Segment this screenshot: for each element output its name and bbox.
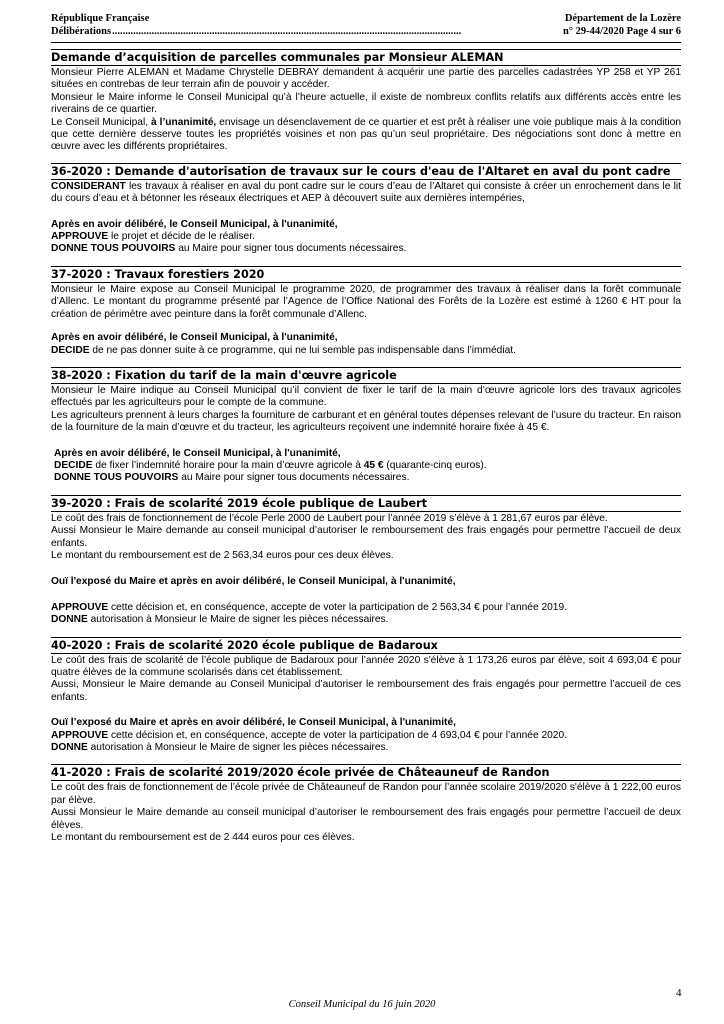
decision-block xyxy=(51,448,681,485)
paragraph: Le montant du remboursement est de 2 563,34 euros pour ces deux élèves. xyxy=(51,549,394,561)
section-body xyxy=(51,782,681,844)
bold-text: DONNE xyxy=(51,614,88,626)
decision-lead: Après en avoir délibéré, le Conseil Municipal, à l'unanimité, xyxy=(51,218,338,230)
section-body xyxy=(51,181,681,206)
section-37-2020 xyxy=(51,266,681,357)
section-title: 37-2020 : Travaux forestiers 2020 xyxy=(51,266,681,283)
decision-lead: Ouï l'exposé du Maire et après en avoir délibéré, le Conseil Municipal, à l'unanimité, xyxy=(51,576,456,588)
bold-text: DECIDE xyxy=(51,344,90,356)
paragraph: Monsieur Pierre ALEMAN et Madame Chrystelle DEBRAY demandent à acquérir une partie des parcelles cadastrées YP 258 et YP 261 situées en contrebas de leur terrain afin de pouvoir y accéder. xyxy=(51,67,681,91)
section-title: 38-2020 : Fixation du tarif de la main d'œuvre agricole xyxy=(51,367,681,384)
paragraph: Le coût des frais de fonctionnement de l’école privée de Châteauneuf de Randon pour l’année scolaire 2019/2020 s'élève à 1 222,00 euros par élève. xyxy=(51,782,681,806)
section-body xyxy=(51,67,681,154)
bold-text: APPROUVE xyxy=(51,231,109,243)
text-span: cette décision et, en conséquence, accepte de voter la participation de 4 693,04 € pour l’année 2020. xyxy=(108,729,567,741)
header-republic: République Française xyxy=(51,13,150,24)
decision-line xyxy=(51,231,681,243)
bold-text: CONSIDERANT xyxy=(51,180,126,192)
decision-line xyxy=(54,460,681,472)
decision-line xyxy=(51,614,681,626)
bold-text: DONNE TOUS POUVOIRS xyxy=(51,243,176,255)
paragraph: Monsieur le Maire expose au Conseil Municipal le programme 2020, de programmer des travaux à réaliser dans la forêt communale d’Allenc. Le montant du programme présenté par l’Agence de l’Office National des Forêts de la Lozère est estimé à 1260 € HT pour la création de périmètre avec peinture dans la forêt communale d’Allenc. xyxy=(51,283,681,320)
decision-block xyxy=(51,219,681,256)
bold-text: à l’unanimité, xyxy=(148,116,217,128)
section-36-2020 xyxy=(51,163,681,256)
text-span: les travaux à réaliser en aval du pont cadre sur le cours d’eau de l’Altaret qui consiste à créer un enrochement dans le lit du cours d’eau et à bétonner les réseaux électriques et AEP à découvert suite aux dernières intempéries, xyxy=(51,180,681,205)
decision-line xyxy=(54,472,681,484)
paragraph: Le coût des frais de scolarité de l’école publique de Badaroux pour l’année 2020 s'élève à 1 173,26 euros par élève, soit 4 693,04 € pour quatre élèves de la commune scolarisés dans cet établissement. xyxy=(51,654,681,678)
bold-text: APPROUVE xyxy=(51,601,109,613)
decision-line xyxy=(51,730,681,742)
section-body xyxy=(51,385,681,435)
decision-block xyxy=(51,717,681,754)
decision-line xyxy=(51,243,681,255)
paragraph: Monsieur le Maire indique au Conseil Municipal qu’il convient de fixer le tarif de la main d’œuvre agricole lors des travaux agricoles effectués par les agriculteurs pour le compte de la commune. xyxy=(51,384,681,409)
decision-lead: Après en avoir délibéré, le Conseil Municipal, à l'unanimité, xyxy=(51,332,338,344)
section-41-2020 xyxy=(51,764,681,844)
section-title: Demande d’acquisition de parcelles communales par Monsieur ALEMAN xyxy=(51,49,681,66)
decision-line xyxy=(51,345,681,357)
section-38-2020 xyxy=(51,367,681,485)
section-39-2020 xyxy=(51,495,681,627)
bold-text: DONNE TOUS POUVOIRS xyxy=(54,472,179,484)
section-40-2020 xyxy=(51,637,681,755)
text-span: de fixer l’indemnité horaire pour la main d’œuvre agricole à xyxy=(92,459,364,471)
text-span: au Maire pour signer tous documents nécessaires. xyxy=(178,472,410,484)
paragraph xyxy=(51,117,681,154)
decision-block xyxy=(51,576,681,626)
page-footer: Conseil Municipal du 16 juin 2020 xyxy=(288,999,436,1010)
bold-text: APPROUVE xyxy=(51,729,109,741)
header-ref-number: n° 29-44/2020 xyxy=(562,26,625,37)
header-deliberations: Délibérations xyxy=(51,26,112,37)
document-body xyxy=(51,49,681,854)
header-divider xyxy=(51,42,681,43)
decision-block xyxy=(51,332,681,357)
paragraph xyxy=(51,181,681,206)
text-span: de ne pas donner suite à ce programme, qui ne lui semble pas indispensable dans l’immédiat. xyxy=(89,344,516,356)
section-title: 36-2020 : Demande d'autorisation de travaux sur le cours d'eau de l'Altaret en aval du pont cadre xyxy=(51,163,681,180)
bold-text: 45 € xyxy=(363,459,384,471)
bold-text: DECIDE xyxy=(54,459,93,471)
text-span: le projet et décide de le réaliser. xyxy=(108,231,255,243)
text-span: envisage un désenclavement de ce quartier et est prêt à réaliser une voie publique mais à la condition que cette dernière desserve toutes les propriétés voisines et non pas qu’un seul propriétaire. Des négociations sont donc à mettre en œuvre avec les différents propriétaires. xyxy=(51,116,681,153)
section-title: 41-2020 : Frais de scolarité 2019/2020 école privée de Châteauneuf de Randon xyxy=(51,764,681,781)
header-dots: ..................................................................................................................................... xyxy=(112,26,462,37)
decision-lead: Ouï l’exposé du Maire et après en avoir délibéré, le Conseil Municipal, à l'unanimité, xyxy=(51,717,456,729)
section-title: 39-2020 : Frais de scolarité 2019 école publique de Laubert xyxy=(51,495,681,512)
decision-lead: Après en avoir délibéré, le Conseil Municipal, à l'unanimité, xyxy=(54,447,341,459)
header-page-indicator: Page 4 sur 6 xyxy=(626,26,681,37)
paragraph: Les agriculteurs prennent à leurs charges la fourniture de carburant et en général toutes dépenses relevant de l’usure du tracteur. En raison de la fourniture de la main d’œuvre et du tracteur, les agriculteurs reçoivent une indemnité horaire fixée à 45 €. xyxy=(51,409,681,434)
header-top-row xyxy=(51,12,681,25)
decision-line xyxy=(51,602,681,614)
paragraph: Le montant du remboursement est de 2 444 euros pour ces élèves. xyxy=(51,832,355,844)
page-header xyxy=(51,12,681,38)
paragraph: Aussi, Monsieur le Maire demande au Conseil Municipal d’autoriser le remboursement des frais engagés pour permettre l’accueil de ces enfants. xyxy=(51,679,681,703)
section-aleman xyxy=(51,49,681,154)
paragraph: Aussi Monsieur le Maire demande au conseil municipal d’autoriser le remboursement des frais engagés pour permettre l’accueil de deux enfants. xyxy=(51,525,681,549)
text-span: cette décision et, en conséquence, accepte de voter la participation de 2 563,34 € pour l’année 2019. xyxy=(108,601,567,613)
paragraph: Le coût des frais de fonctionnement de l’école Perle 2000 de Laubert pour l’année 2019 s’élève à 1 281,67 euros par élève. xyxy=(51,512,608,524)
header-department: Département de la Lozère xyxy=(564,13,681,24)
text-span: Le Conseil Municipal, xyxy=(51,116,149,128)
section-body xyxy=(51,284,681,321)
text-span: autorisation à Monsieur le Maire de signer les pièces nécessaires. xyxy=(87,614,389,626)
section-body xyxy=(51,513,681,563)
paragraph: Aussi Monsieur le Maire demande au conseil municipal d’autoriser le remboursement des frais engagés pour permettre l’accueil de deux élèves. xyxy=(51,807,681,831)
text-span: au Maire pour signer tous documents nécessaires. xyxy=(175,243,407,255)
text-span: autorisation à Monsieur le Maire de signer les pièces nécessaires. xyxy=(87,742,389,754)
text-span: (quarante-cinq euros). xyxy=(383,459,487,471)
page-number: 4 xyxy=(676,987,682,999)
section-title: 40-2020 : Frais de scolarité 2020 école publique de Badaroux xyxy=(51,637,681,654)
header-bottom-row xyxy=(51,25,681,38)
decision-line xyxy=(51,742,681,754)
paragraph: Monsieur le Maire informe le Conseil Municipal qu’à l’heure actuelle, il existe de nombreux conflits relatifs aux différents accès entre les riverains de ce quartier. xyxy=(51,91,681,116)
header-reference xyxy=(563,25,681,38)
section-body xyxy=(51,655,681,705)
bold-text: DONNE xyxy=(51,742,88,754)
